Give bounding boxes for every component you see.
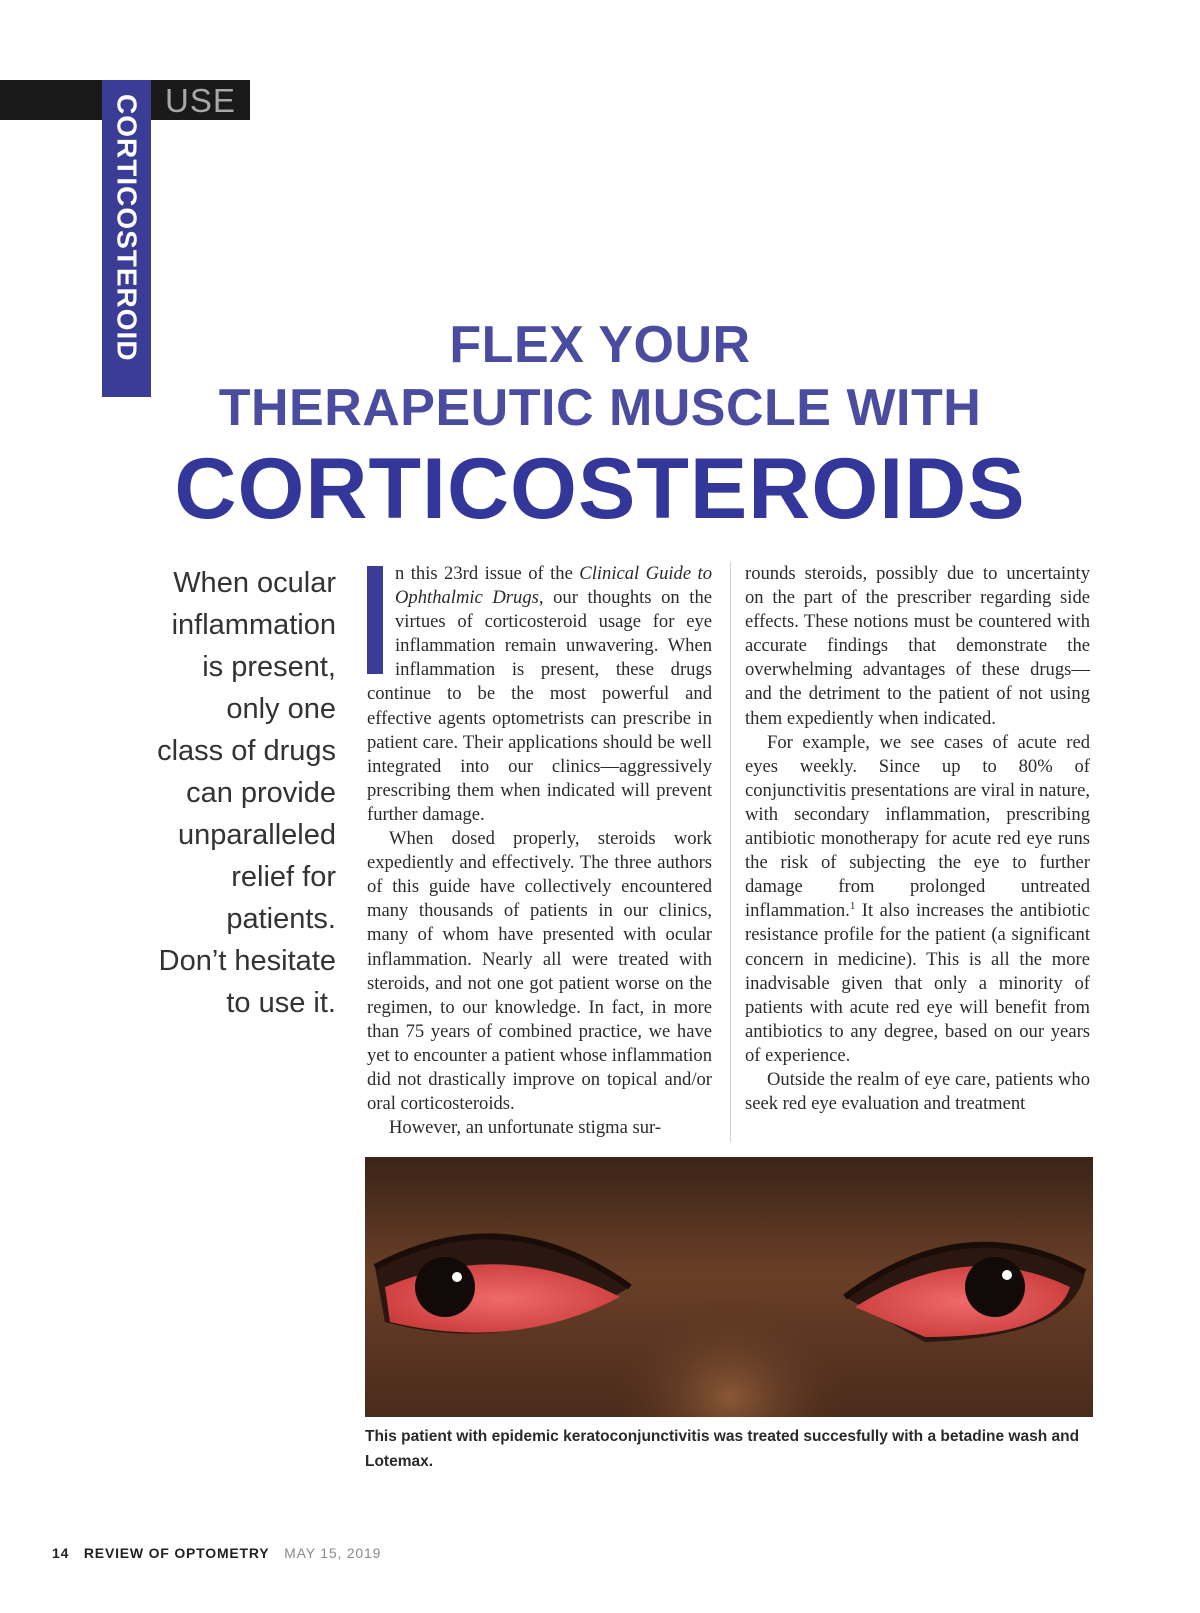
pull-quote-line: When ocular — [173, 567, 336, 599]
patient-eyes-photo — [365, 1157, 1093, 1417]
pull-quote-line: relief for — [231, 861, 336, 893]
pull-quote-line: to use it. — [226, 987, 336, 1019]
photo-caption: This patient with epidemic keratoconjunctivitis was treated succesfully with a betadine wash and Lotemax. — [365, 1428, 1080, 1470]
headline-line-1: FLEX YOUR — [449, 316, 751, 374]
pull-quote-line: class of drugs — [157, 735, 336, 767]
column-divider — [730, 562, 731, 1142]
section-tab-label: CORTICOSTEROID — [111, 94, 143, 362]
article-paragraph: rounds steroids, possibly due to uncertainty on the part of the prescriber regarding side effects. These notions must be countered with accurate findings that demonstrate the overwhelming advantages of these drugs—and the detriment to the patient of not using them expediently when indicated. — [745, 563, 1090, 729]
section-bar-label: USE — [165, 82, 236, 119]
page-number: 14 — [52, 1545, 70, 1561]
article-paragraph: However, an unfortunate stigma sur- — [389, 1117, 662, 1139]
pull-quote-line: Don’t hesitate — [158, 945, 336, 977]
article-paragraph: n this 23rd issue of the Clinical Guide to Ophthalmic Drugs, our thoughts on the virtues of corticosteroid usage for eye inflammation remain unwavering. When inflammation is present, these drugs continue to be the most powerful and effective agents optometrists can prescribe in patient care. Their applications should be well integrated into our clinics—aggressively prescribing them when indicated will prevent further damage. — [367, 563, 713, 825]
pull-quote-line: patients. — [226, 903, 336, 935]
pull-quote-line: only one — [226, 693, 336, 725]
pull-quote — [100, 562, 336, 1024]
reference-marker: 1 — [849, 900, 856, 913]
pull-quote-line: is present, — [202, 651, 336, 683]
guide-title: Clinical Guide to Ophthalmic Drugs — [395, 563, 712, 609]
article-column-2 — [745, 562, 1090, 1116]
pull-quote-line: can provide — [186, 777, 336, 809]
article-paragraph: When dosed properly, steroids work expediently and effectively. The three authors of this guide have collectively encountered many thousands of patients in our clinics, many of whom have presented with ocular inflammation. Nearly all were treated with steroids, and not one got patient worse on the regimen, to our knowledge. In fact, in more than 75 years of combined practice, we have yet to encounter a patient whose inflammation did not drastically improve on topical and/or oral corticosteroids. — [367, 828, 712, 1115]
publication-name: REVIEW OF OPTOMETRY — [83, 1545, 270, 1561]
pull-quote-line: inflammation — [171, 609, 336, 641]
pull-quote-line: unparalleled — [177, 819, 336, 851]
headline-line-3: CORTICOSTEROIDS — [174, 441, 1026, 537]
article-column-1 — [367, 562, 712, 1140]
page-footer — [52, 1545, 381, 1561]
issue-date: MAY 15, 2019 — [284, 1545, 382, 1561]
article-paragraph: For example, we see cases of acute red eyes weekly. Since up to 80% of conjunctivitis presentations are viral in nature, with secondary inflammation, prescribing antibiotic monotherapy for acute red eye runs the risk of subjecting the eye to further damage from prolonged untreated inflammation.$^1$ It also increases the antibiotic resistance profile for the patient (a significant concern in medicine). This is all the more inadvisable given that only a minority of patients with acute red eye will benefit from antibiotics to any degree, based on our years of experience. — [745, 731, 1090, 1066]
headline-line-2: THERAPEUTIC MUSCLE WITH — [218, 379, 982, 437]
article-paragraph: Outside the realm of eye care, patients who seek red eye evaluation and treatment — [745, 1068, 1090, 1115]
drop-cap-i — [367, 566, 383, 674]
